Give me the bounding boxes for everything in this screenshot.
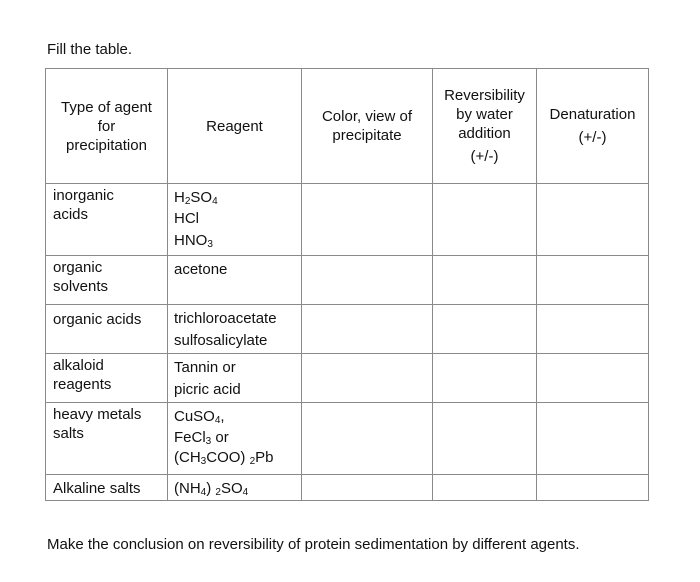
denaturation-cell[interactable] xyxy=(537,354,649,403)
color-cell[interactable] xyxy=(302,403,433,475)
header-color-view xyxy=(302,69,433,184)
agent-type-text: Alkaline salts xyxy=(53,480,141,497)
agent-type-text: heavy metals salts xyxy=(53,406,142,442)
agent-type-text: alkaloid reagents xyxy=(53,357,112,393)
denaturation-cell[interactable] xyxy=(537,184,649,256)
header-text: for xyxy=(97,117,116,135)
reagent-cell xyxy=(168,305,302,354)
reagent-cell xyxy=(168,403,302,475)
reagent-line: Tannin or xyxy=(174,359,236,376)
table-header-row xyxy=(46,69,649,184)
header-text: (+/-) xyxy=(470,148,499,165)
header-text: precipitate xyxy=(332,127,402,144)
color-cell[interactable] xyxy=(302,305,433,354)
table-row xyxy=(46,354,649,403)
reversibility-cell[interactable] xyxy=(433,354,537,403)
agent-type-cell xyxy=(46,184,168,256)
header-text: Reversibility xyxy=(444,87,525,104)
agent-type-text: inorganic acids xyxy=(53,187,114,223)
denaturation-cell[interactable] xyxy=(537,256,649,305)
agent-type-text: organic acids xyxy=(53,311,142,328)
reversibility-cell[interactable] xyxy=(433,256,537,305)
reversibility-cell[interactable] xyxy=(433,184,537,256)
reagent-line: $H_2SO_4$ xyxy=(174,189,218,207)
agent-type-cell xyxy=(46,305,168,354)
precipitation-table xyxy=(45,68,649,501)
header-text: Type of agent xyxy=(61,98,152,116)
header-denaturation xyxy=(537,69,649,184)
reagent-line: picric acid xyxy=(174,381,241,398)
table-row xyxy=(46,475,649,501)
reagent-line: CuSO$_4$, xyxy=(174,408,225,426)
color-cell[interactable] xyxy=(302,475,433,501)
denaturation-cell[interactable] xyxy=(537,403,649,475)
table-row xyxy=(46,305,649,354)
header-text: by water xyxy=(456,106,513,123)
header-reagent xyxy=(168,69,302,184)
reagent-line: FeCl$_3$ or xyxy=(174,429,229,447)
reagent-line: sulfosalicylate xyxy=(174,332,268,349)
reagent-line: acetone xyxy=(174,261,228,278)
header-text: (+/-) xyxy=(578,129,607,146)
table-row xyxy=(46,403,649,475)
color-cell[interactable] xyxy=(302,256,433,305)
reagent-line: trichloroacetate xyxy=(174,310,277,327)
header-text: precipitation xyxy=(66,136,147,154)
reagent-cell xyxy=(168,475,302,501)
color-cell[interactable] xyxy=(302,354,433,403)
reagent-line: $(NH_4)$ $_2SO_4$ xyxy=(174,480,249,498)
denaturation-cell[interactable] xyxy=(537,475,649,501)
header-text: Reagent xyxy=(206,117,263,135)
color-cell[interactable] xyxy=(302,184,433,256)
agent-type-text: organic solvents xyxy=(53,259,109,295)
header-type-of-agent xyxy=(46,69,168,184)
agent-type-cell xyxy=(46,256,168,305)
header-text: Denaturation xyxy=(549,106,636,123)
reagent-line: $HNO_3$ xyxy=(174,232,213,250)
instruction-text: Fill the table. xyxy=(47,41,133,58)
reversibility-cell[interactable] xyxy=(433,305,537,354)
table-row xyxy=(46,256,649,305)
reagent-line: HCl xyxy=(174,210,199,227)
reagent-line: $(CH_3COO)$ $_2$Pb xyxy=(174,449,274,467)
reagent-cell xyxy=(168,256,302,305)
reversibility-cell[interactable] xyxy=(433,403,537,475)
header-text: addition xyxy=(458,125,511,142)
reversibility-cell[interactable] xyxy=(433,475,537,501)
agent-type-cell xyxy=(46,354,168,403)
table-row xyxy=(46,184,649,256)
reagent-cell xyxy=(168,354,302,403)
agent-type-cell xyxy=(46,475,168,501)
header-reversibility xyxy=(433,69,537,184)
agent-type-cell xyxy=(46,403,168,475)
reagent-cell xyxy=(168,184,302,256)
denaturation-cell[interactable] xyxy=(537,305,649,354)
conclusion-text: Make the conclusion on reversibility of protein sedimentation by different agents. xyxy=(47,536,580,553)
header-text: Color, view of xyxy=(321,108,413,125)
